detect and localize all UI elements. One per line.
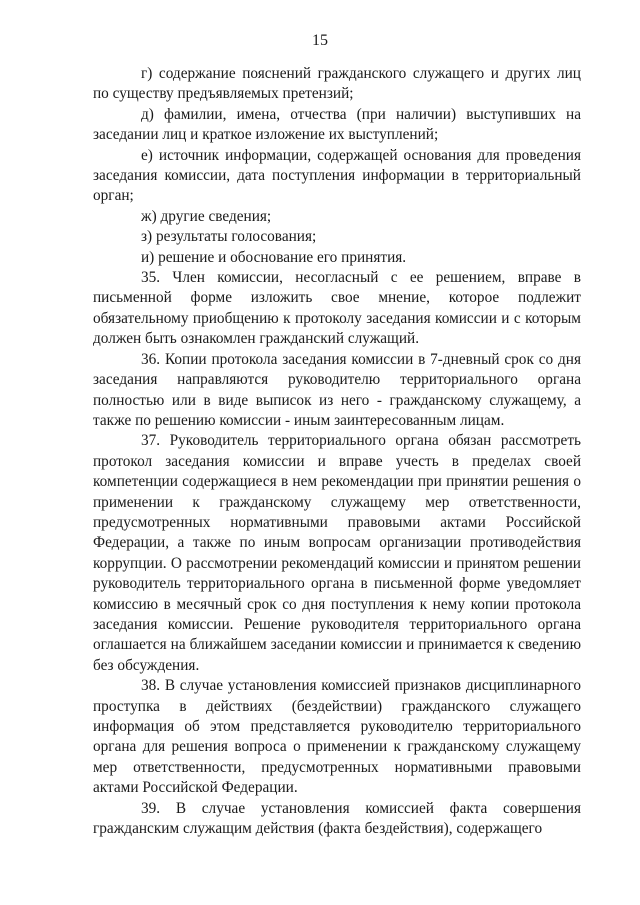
paragraph-item-g: г) содержание пояснений гражданского служащего и других лиц по существу предъявляемых претензий; [93, 65, 581, 103]
paragraph-clause-39: 39. В случае установления комиссией факта совершения гражданским служащим действия (факта бездействия), содержащего [93, 799, 581, 838]
paragraph-item-e: е) источник информации, содержащей основания для проведения заседания комиссии, дата поступления информации в территориальный орган; [93, 146, 581, 205]
paragraph-item-i: и) решение и обоснование его принятия. [141, 248, 407, 266]
document-body [93, 64, 581, 839]
paragraph-clause-37: 37. Руководитель территориального органа обязан рассмотреть протокол заседания комиссии и вправе учесть в пределах своей компетенции содержащиеся в нем рекомендации при принятии решения о применении к гражданскому служащему мер ответственности, предусмотренных нормативными правовыми актами Российской Федерации, а также по иным вопросам организации противодействия коррупции. О рассмотрении рекомендаций комиссии и принятом решении руководитель территориального органа в письменной форме уведомляет комиссию в месячный срок со дня поступления к нему копии протокола заседания комиссии. Решение руководителя территориального органа оглашается на ближайшем заседании комиссии и принимается к сведению без обсуждения. [93, 432, 581, 674]
paragraph-item-zh: ж) другие сведения; [141, 207, 272, 225]
paragraph-item-z: з) результаты голосования; [141, 228, 317, 246]
paragraph-clause-36: 36. Копии протокола заседания комиссии в 7-дневный срок со дня заседания направляются руководителю территориального органа полностью или в виде выписок из него - гражданскому служащему, а также по решению комиссии - иным заинтересованным лицам. [93, 350, 581, 429]
paragraph-item-d: д) фамилии, имена, отчества (при наличии) выступивших на заседании лиц и краткое изложение их выступлений; [93, 105, 581, 144]
page-number: 15 [312, 32, 328, 49]
paragraph-clause-35: 35. Член комиссии, несогласный с ее решением, вправе в письменной форме изложить свое мнение, которое подлежит обязательному приобщению к протоколу заседания комиссии и с которым должен быть ознакомлен гражданский служащий. [93, 269, 581, 348]
paragraph-clause-38: 38. В случае установления комиссией признаков дисциплинарного проступка в действиях (бездействии) гражданского служащего информация об этом представляется руководителю территориального органа для решения вопроса о применении к гражданскому служащему мер ответственности, предусмотренных нормативными правовыми актами Российской Федерации. [93, 677, 581, 797]
